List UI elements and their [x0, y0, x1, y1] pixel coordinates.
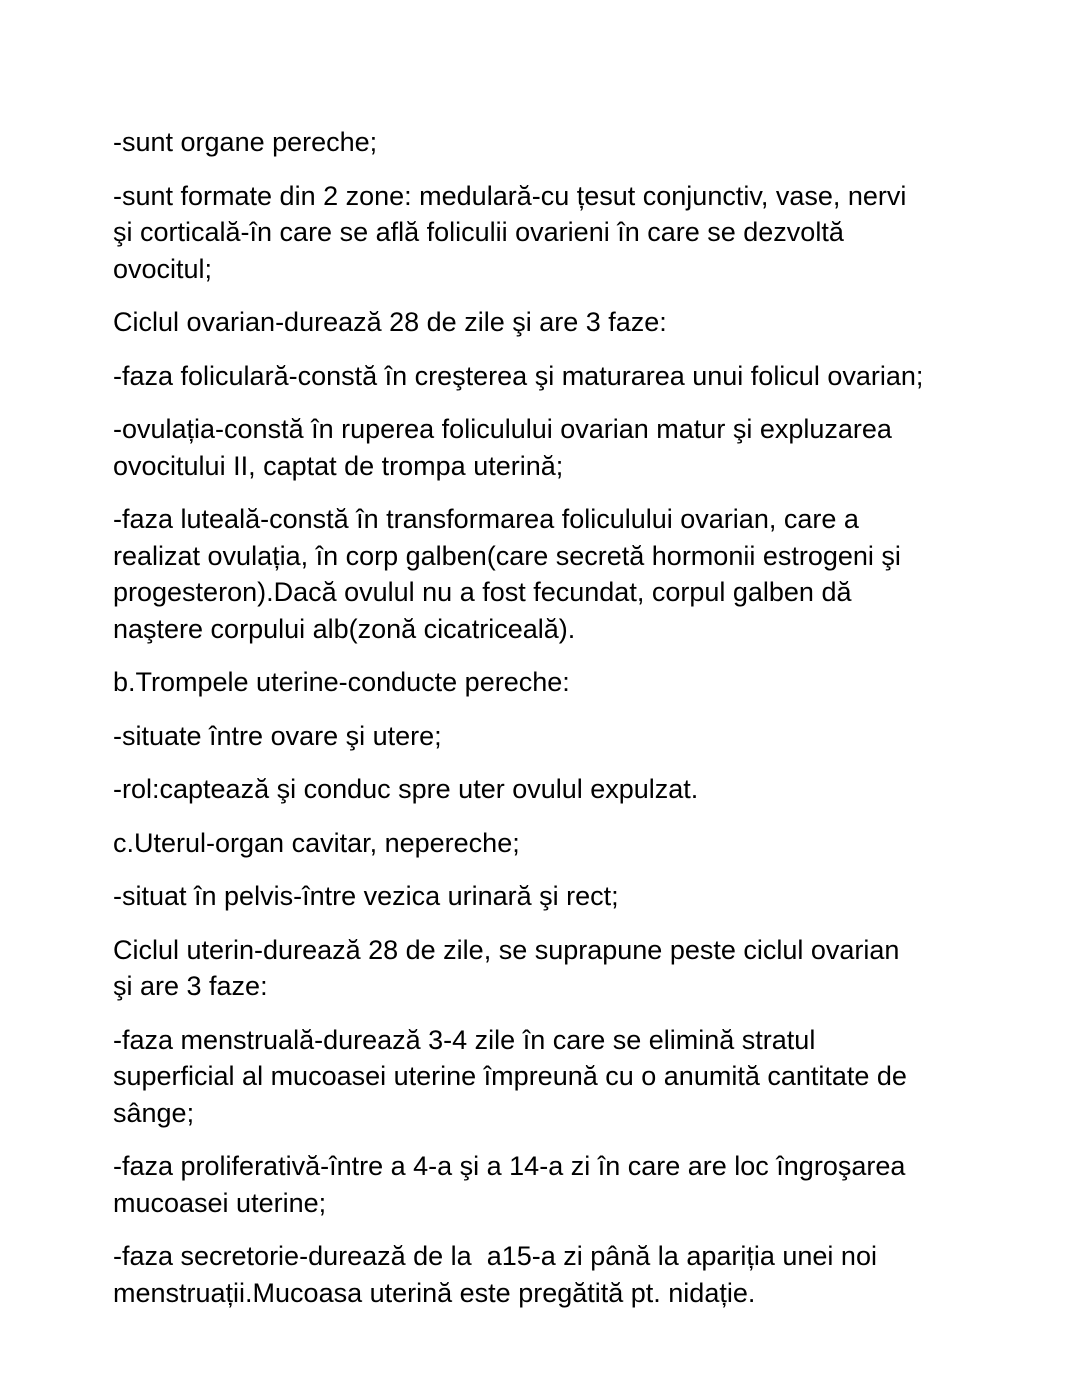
paragraph-faza-proliferativa: -faza proliferativă-între a 4-a şi a 14-a zi în care are loc îngroşarea mucoasei uterine;: [113, 1151, 906, 1218]
paragraph-situat-in-pelvis: -situat în pelvis-între vezica urinară şi rect;: [113, 881, 619, 911]
paragraph-uterul: c.Uterul-organ cavitar, nepereche;: [113, 827, 520, 858]
paragraph-faza-menstruala: -faza menstruală-durează 3-4 zile în care se elimină stratul superficial al mucoasei uterine împreună cu o anumită cantitate de sânge;: [113, 1024, 907, 1128]
paragraph-situate-intre-ovare: -situate între ovare şi utere;: [113, 720, 442, 751]
document-body: [113, 124, 983, 1328]
paragraph-ciclul-uterin: Ciclul uterin-durează 28 de zile, se suprapune peste ciclul ovarian şi are 3 faze:: [113, 934, 900, 1001]
paragraph-trompele-uterine: b.Trompele uterine-conducte pereche:: [113, 667, 570, 697]
paragraph-ciclul-ovarian: Ciclul ovarian-durează 28 de zile şi are 3 faze:: [113, 307, 667, 337]
paragraph-ovulatia: -ovulația-constă în ruperea foliculului ovarian matur şi expluzarea ovocitului II, captat de trompa uterină;: [113, 414, 892, 481]
paragraph-faza-foliculara: -faza foliculară-constă în creşterea şi maturarea unui folicul ovarian;: [113, 360, 924, 391]
paragraph-organe-pereche: -sunt organe pereche;: [113, 127, 378, 157]
paragraph-faza-luteala: -faza luteală-constă în transformarea foliculului ovarian, care a realizat ovulația, în corp galben(care secretă hormonii estrogeni şi progesteron).Dacă ovulul nu a fost fecundat, corpul galben dă naştere corpului alb(zonă cicatriceală).: [113, 504, 901, 644]
paragraph-zone-ovar: -sunt formate din 2 zone: medulară-cu țesut conjunctiv, vase, nervi şi corticală-în care se află foliculii ovarieni în care se dezvoltă ovocitul;: [113, 180, 907, 284]
paragraph-faza-secretorie: -faza secretorie-durează de la a15-a zi până la apariția unei noi menstruații.Mucoasa uterină este pregătită pt. nidație.: [113, 1241, 877, 1308]
paragraph-rol-trompe: -rol:captează şi conduc spre uter ovulul expulzat.: [113, 774, 699, 804]
